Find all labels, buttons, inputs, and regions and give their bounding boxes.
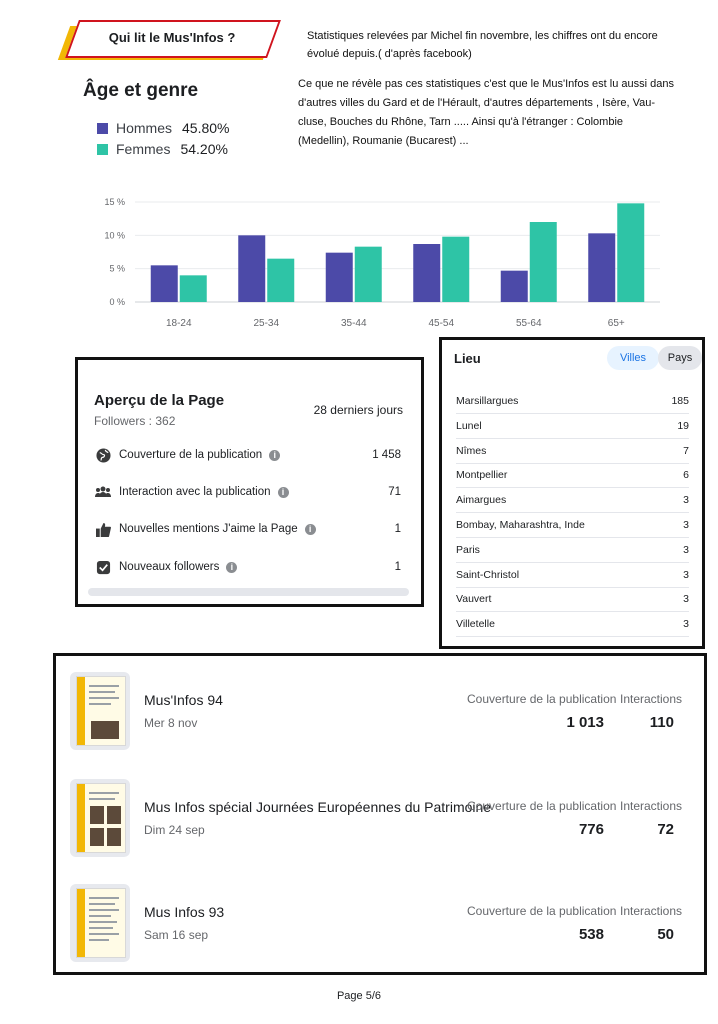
info-icon[interactable]: i <box>226 562 237 573</box>
lieu-count: 3 <box>683 618 689 631</box>
apercu-period: 28 derniers jours <box>313 403 403 417</box>
y-tick-label: 10 % <box>104 230 125 241</box>
apercu-row-couverture <box>94 442 401 468</box>
apercu-row-mentions <box>94 516 401 542</box>
post-item[interactable] <box>56 660 704 760</box>
lieu-count: 7 <box>683 444 689 457</box>
apercu-row-value: 1 <box>394 561 401 573</box>
apercu-row-label: Nouvelles mentions J'aime la Page <box>119 523 298 535</box>
intro-line-1: Statistiques relevées par Michel fin novembre, les chiffres ont du encore <box>307 30 658 42</box>
age-genre-title: Âge et genre <box>83 80 199 101</box>
legend-swatch-hommes <box>97 123 108 134</box>
lieu-city: Nîmes <box>456 444 487 457</box>
post-reach-value: 1 013 <box>566 714 604 731</box>
intro-para-3: cluse, Bouches du Rhône, Tarn ..... Ainsi qu'à l'étranger : Colombie <box>298 116 624 128</box>
post-thumbnail <box>70 884 130 962</box>
lieu-city: Villetelle <box>456 618 495 631</box>
post-thumbnail <box>70 779 130 857</box>
post-title: Mus'Infos 94 <box>144 692 223 708</box>
apercu-row-label: Couverture de la publication <box>119 449 263 461</box>
inbox-icon <box>94 558 112 576</box>
post-interactions-value: 72 <box>657 821 674 838</box>
banner-title: Qui lit le Mus'Infos ? <box>108 30 236 45</box>
lieu-count: 3 <box>683 568 689 581</box>
post-reach-label: Couverture de la publication <box>467 799 617 813</box>
lieu-count: 3 <box>683 543 689 556</box>
post-interactions-label: Interactions <box>620 904 683 918</box>
lieu-row <box>456 612 689 637</box>
lieu-row <box>456 488 689 513</box>
lieu-row <box>456 463 689 488</box>
lieu-row <box>456 538 689 563</box>
post-reach-value: 776 <box>578 821 604 838</box>
lieu-row <box>456 587 689 612</box>
legend-swatch-femmes <box>97 144 108 155</box>
bar-femmes-25-34[interactable] <box>267 259 294 302</box>
lieu-city: Aimargues <box>456 494 507 507</box>
lieu-city: Montpellier <box>456 469 508 482</box>
section-banner <box>68 20 273 60</box>
bar-femmes-65+[interactable] <box>617 203 644 302</box>
lieu-count: 6 <box>683 469 689 482</box>
apercu-row-followers <box>94 554 401 580</box>
legend-label-hommes: Hommes <box>116 120 173 136</box>
intro-para-2: d'autres villes du Gard et de l'Hérault, d'autres départements , Isère, Vau- <box>298 97 656 109</box>
legend-value-femmes: 54.20% <box>180 141 228 157</box>
lieu-count: 3 <box>683 494 689 507</box>
post-title: Mus Infos 93 <box>144 904 225 920</box>
legend-femmes <box>97 141 228 157</box>
bar-hommes-45-54[interactable] <box>413 244 440 302</box>
y-tick-label: 0 % <box>109 297 125 307</box>
apercu-followers: Followers : 362 <box>94 414 176 428</box>
lieu-title: Lieu <box>454 351 481 366</box>
post-interactions-label: Interactions <box>620 799 683 813</box>
post-interactions-value: 110 <box>649 714 674 731</box>
y-tick-label: 15 % <box>104 197 125 207</box>
x-tick-label: 65+ <box>607 318 625 329</box>
apercu-title: Aperçu de la Page <box>94 392 225 409</box>
post-date: Mer 8 nov <box>144 716 198 730</box>
lieu-row <box>456 513 689 538</box>
legend-hommes <box>97 120 230 136</box>
post-reach-value: 538 <box>578 926 604 943</box>
lieu-count: 185 <box>671 395 689 407</box>
legend-label-femmes: Femmes <box>116 141 171 157</box>
info-icon[interactable]: i <box>269 450 280 461</box>
lieu-city: Lunel <box>456 419 482 432</box>
x-tick-label: 55-64 <box>515 318 542 329</box>
info-icon[interactable]: i <box>305 524 316 535</box>
info-icon[interactable]: i <box>278 487 289 498</box>
bar-femmes-18-24[interactable] <box>180 275 207 302</box>
apercu-row-value: 1 458 <box>372 449 401 461</box>
lieu-city: Saint-Christol <box>456 568 520 581</box>
post-reach-label: Couverture de la publication <box>467 692 617 706</box>
bar-hommes-55-64[interactable] <box>501 271 528 302</box>
bar-hommes-35-44[interactable] <box>326 253 353 302</box>
people-icon <box>94 483 112 501</box>
bar-femmes-55-64[interactable] <box>530 222 557 302</box>
post-item[interactable] <box>56 767 704 867</box>
page-number: Page 5/6 <box>336 990 382 1002</box>
lieu-row <box>456 389 689 414</box>
bar-hommes-18-24[interactable] <box>151 265 178 302</box>
legend-value-hommes: 45.80% <box>182 120 230 136</box>
lieu-count: 19 <box>677 419 689 432</box>
intro-para-4: (Medellin), Roumanie (Bucarest) ... <box>298 135 469 147</box>
intro-line-2: évolué depuis.( d'après facebook) <box>307 48 472 60</box>
bar-hommes-65+[interactable] <box>588 233 615 302</box>
apercu-row-label: Interaction avec la publication <box>119 486 271 498</box>
age-bar-chart <box>95 192 665 337</box>
x-tick-label: 45-54 <box>428 318 455 329</box>
post-interactions-label: Interactions <box>620 692 683 706</box>
apercu-row-interaction <box>94 479 401 505</box>
tab-villes[interactable]: Villes <box>607 346 659 370</box>
posts-panel <box>53 653 707 975</box>
globe-icon <box>94 446 112 464</box>
post-thumbnail <box>70 672 130 750</box>
bar-femmes-45-54[interactable] <box>442 237 469 302</box>
lieu-row <box>456 439 689 464</box>
apercu-scrollbar[interactable] <box>88 588 409 596</box>
post-reach-label: Couverture de la publication <box>467 904 617 918</box>
apercu-row-value: 1 <box>394 523 401 535</box>
tab-pays[interactable]: Pays <box>658 346 702 370</box>
apercu-row-value: 71 <box>388 486 401 498</box>
thumbs-up-icon <box>94 520 112 538</box>
post-date: Dim 24 sep <box>144 823 205 837</box>
post-date: Sam 16 sep <box>144 928 209 942</box>
lieu-count: 3 <box>683 593 689 606</box>
post-interactions-value: 50 <box>657 926 674 943</box>
bar-femmes-35-44[interactable] <box>355 247 382 302</box>
x-tick-label: 18-24 <box>165 318 192 329</box>
post-title: Mus Infos spécial Journées Européennes du Patrimoine <box>144 799 492 815</box>
intro-para-1: Ce que ne révèle pas ces statistiques c'est que le Mus'Infos est lu aussi dans <box>298 78 674 90</box>
post-item[interactable] <box>56 872 704 972</box>
lieu-city: Paris <box>456 543 480 556</box>
lieu-city: Bombay, Maharashtra, Inde <box>456 519 585 531</box>
apercu-row-label: Nouveaux followers <box>119 561 220 573</box>
bar-hommes-25-34[interactable] <box>238 235 265 302</box>
lieu-row <box>456 414 689 439</box>
lieu-city: Vauvert <box>456 593 492 606</box>
lieu-panel <box>439 337 705 649</box>
lieu-city: Marsillargues <box>456 395 519 407</box>
x-tick-label: 25-34 <box>253 318 280 329</box>
x-tick-label: 35-44 <box>340 318 367 329</box>
apercu-panel <box>75 357 424 607</box>
lieu-row <box>456 563 689 588</box>
lieu-count: 3 <box>683 519 689 531</box>
y-tick-label: 5 % <box>109 263 125 274</box>
